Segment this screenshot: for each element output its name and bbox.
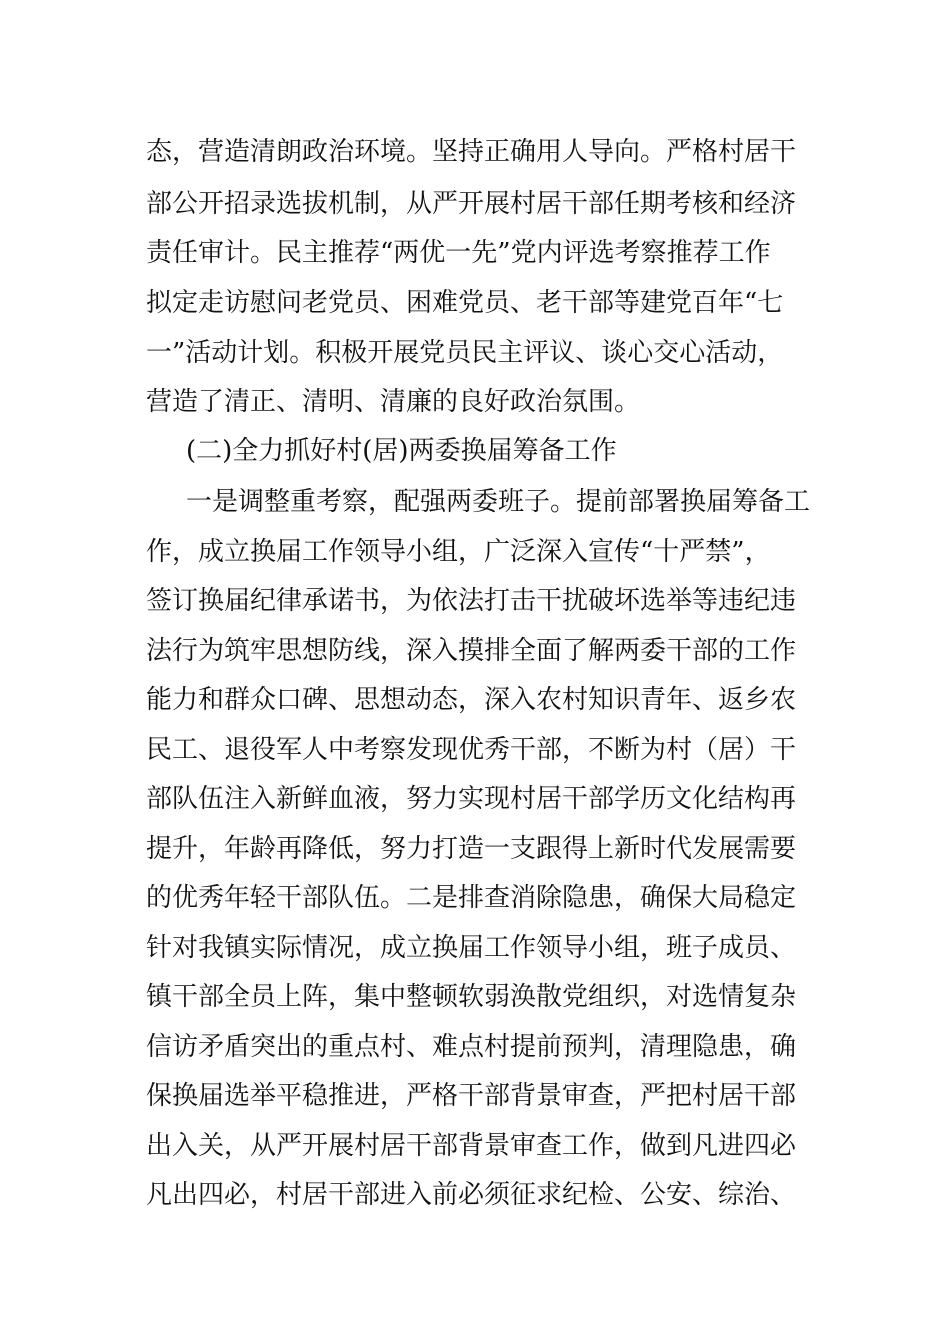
text-line-8: 一是调整重考察，配强两委班子。提前部署换届筹备工	[186, 487, 810, 517]
text-line-22: 凡出四必，村居干部进入前必须征求纪检、公安、综治、	[146, 1180, 797, 1210]
text-line-13: 民工、退役军人中考察发现优秀干部，不断为村（居）干	[146, 735, 797, 765]
text-line-2: 部公开招录选拔机制，从严开展村居干部任期考核和经济	[146, 189, 797, 219]
section-heading: (二)全力抓好村(居)两委换届筹备工作	[186, 436, 617, 466]
text-line-14: 部队伍注入新鲜血液，努力实现村居干部学历文化结构再	[146, 784, 797, 814]
text-line-6: 营造了清正、清明、清廉的良好政治氛围。	[146, 387, 641, 417]
text-line-15: 提升，年龄再降低，努力打造一支跟得上新时代发展需要	[146, 834, 797, 864]
text-line-10: 签订换届纪律承诺书，为依法打击干扰破坏选举等违纪违	[146, 586, 797, 616]
text-line-4: 拟定走访慰问老党员、困难党员、老干部等建党百年“七	[146, 288, 784, 318]
text-line-18: 镇干部全员上阵，集中整顿软弱涣散党组织，对选情复杂	[146, 982, 797, 1012]
text-line-17: 针对我镇实际情况，成立换届工作领导小组，班子成员、	[146, 933, 797, 963]
text-line-21: 出入关，从严开展村居干部背景审查工作，做到凡进四必	[146, 1131, 797, 1161]
text-line-16: 的优秀年轻干部队伍。二是排查消除隐患，确保大局稳定	[146, 883, 797, 913]
text-line-12: 能力和群众口碑、思想动态，深入农村知识青年、返乡农	[146, 685, 797, 715]
text-line-1: 态，营造清朗政治环境。坚持正确用人导向。严格村居干	[146, 137, 797, 167]
text-line-19: 信访矛盾突出的重点村、难点村提前预判，清理隐患，确	[146, 1032, 797, 1062]
text-line-9: 作，成立换届工作领导小组，广泛深入宣传“十严禁”，	[146, 537, 771, 567]
text-line-20: 保换届选举平稳推进，严格干部背景审查，严把村居干部	[146, 1081, 797, 1111]
text-line-11: 法行为筑牢思想防线，深入摸排全面了解两委干部的工作	[146, 636, 797, 666]
text-line-5: 一”活动计划。积极开展党员民主评议、谈心交心活动，	[146, 338, 784, 368]
text-line-3: 责任审计。民主推荐“两优一先”党内评选考察推荐工作	[146, 238, 771, 268]
